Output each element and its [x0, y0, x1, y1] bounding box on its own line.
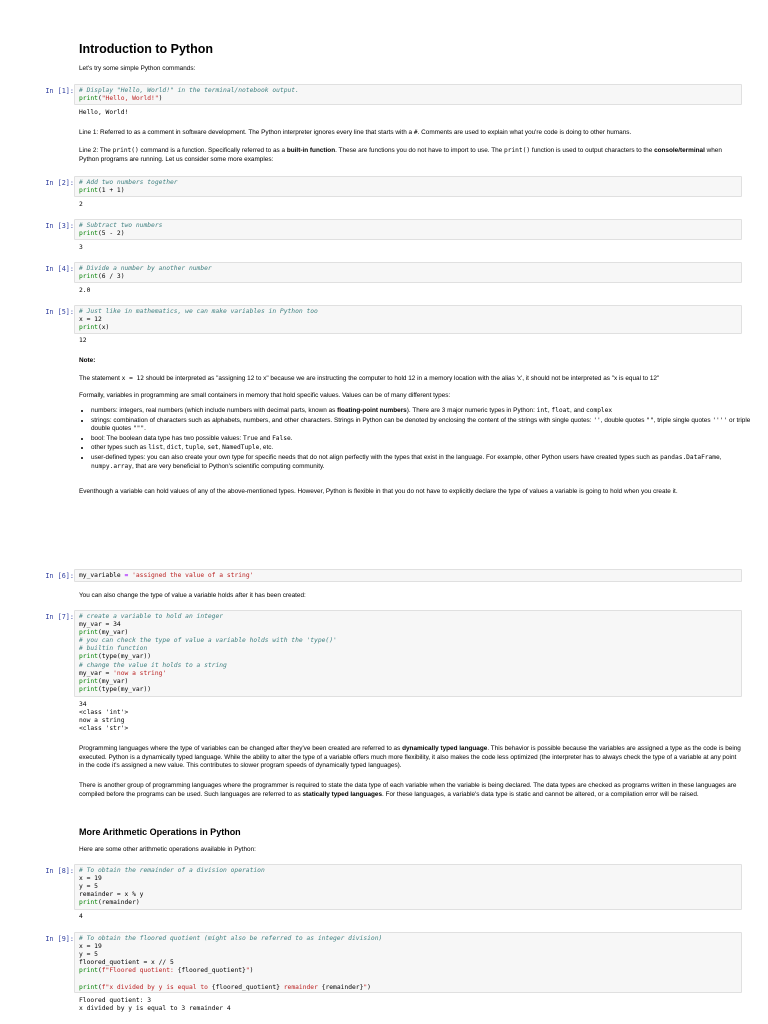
cell-output: 2.0	[79, 287, 91, 294]
markdown-dynamic: Programming languages where the type of variables can be changed after they've been created are referred to as dynamically typed language. This behavior is possible because the variables are assigned a type as the code is being executed. Python is a dynamically typed language. While the ability to alter the type of a variable offers much more flexibility, it also makes the code less optimized (the interpreter has to always check the type of a variable at any point in the code it's assigned a new value. This contributes to slower program speeds of dynamically typed languages).	[79, 745, 741, 770]
markdown-statement: The statement x = 12 should be interpreted as "assigning 12 to x" because we are instructing the computer to hold 12 in a memory location with the alias 'x', it should not be interpreted as "x is equal to 12"	[79, 375, 660, 382]
cell-prompt: In [8]:	[45, 867, 74, 875]
code-cell[interactable]: my_variable = 'assigned the value of a string'	[74, 569, 742, 582]
intro-text: Let's try some simple Python commands:	[79, 65, 196, 72]
note-heading: Note:	[79, 357, 96, 364]
code-comment: # Display "Hello, World!" in the terminal/notebook output.	[79, 87, 299, 94]
types-list	[79, 407, 753, 472]
list-item: • strings: combination of characters such as alphabets, numbers, and other characters. Strings in Python can be denoted by enclosing the content of the strings with single quotes: '', double quotes "", triple single quotes '''' or triple double quotes """.	[91, 417, 753, 434]
list-item: • bool: The boolean data type has two possible values: True and False.	[91, 435, 753, 444]
cell-prompt: In [2]:	[45, 179, 74, 187]
markdown-eventhough: Eventhough a variable can hold values of any of the above-mentioned types. However, Python is flexible in that you do not have to explicitly declare the type of values a variable is going to hold when you create it.	[79, 488, 678, 495]
cell-prompt: In [1]:	[45, 87, 74, 95]
code-cell[interactable]: # To obtain the floored quotient (might also be referred to as integer division) x = 19 y = 5 floored_quotient = x // 5 print(f"Floored quotient: {floored_quotient}") print(f"x divided by y is equal to {floored_quotient} remainder {remainder}")	[74, 932, 742, 993]
cell-prompt: In [5]:	[45, 308, 74, 316]
markdown-change: You can also change the type of value a variable holds after it has been created:	[79, 592, 306, 599]
markdown-static: There is another group of programming languages where the programmer is required to state the data type of each variable when the variable is being declared. The data types are checked as programs written in these languages are compiled before the programs can be used. Such languages are referred to as statically typed languages. For these languages, a variable's data type is static and cannot be altered, or a compilation error will be raised.	[79, 782, 737, 798]
code-cell[interactable]: # Divide a number by another number print(6 / 3)	[74, 262, 742, 283]
code-cell[interactable]: # To obtain the remainder of a division operation x = 19 y = 5 remainder = x % y print(remainder)	[74, 864, 742, 910]
cell-output: Floored quotient: 3 x divided by y is equal to 3 remainder 4	[79, 997, 231, 1013]
code-cell[interactable]: # Just like in mathematics, we can make variables in Python too x = 12 print(x)	[74, 305, 742, 334]
cell-output: 34 <class 'int'> now a string <class 'str'>	[79, 701, 129, 733]
cell-prompt: In [9]:	[45, 935, 74, 943]
markdown-line1: Line 1: Referred to as a comment in software development. The Python interpreter ignores every line that starts with a #. Comments are used to explain what you're code is doing to other humans.	[79, 129, 632, 136]
cell-output: 12	[79, 337, 87, 344]
code-line: print("Hello, World!")	[79, 95, 163, 103]
code-cell[interactable]: # Subtract two numbers print(5 - 2)	[74, 219, 742, 240]
code-cell[interactable]: # create a variable to hold an integer my_var = 34 print(my_var) # you can check the type of value a variable holds with the 'type()' # builtin function print(type(my_var)) # change the value it holds to a string my_var = 'now a string' print(my_var) print(type(my_var))	[74, 610, 742, 697]
cell-prompt: In [7]:	[45, 613, 74, 621]
page-title: Introduction to Python	[79, 42, 214, 56]
cell-prompt: In [3]:	[45, 222, 74, 230]
code-cell[interactable]: # Add two numbers together print(1 + 1)	[74, 176, 742, 197]
section-heading: More Arithmetic Operations in Python	[79, 827, 241, 837]
cell-output: Hello, World!	[79, 109, 129, 116]
cell-prompt: In [6]:	[45, 572, 74, 580]
list-item: • user-defined types: you can also create your own type for specific needs that do not align perfectly with the types that exist in the language. For example, other Python users have created types such as pandas.DataFrame, numpy.array, that are very beneficial to Python's scientific computing community.	[91, 454, 753, 471]
list-item: • numbers: integers, real numbers (which include numbers with decimal parts, known as floating-point numbers). There are 3 major numeric types in Python: int, float, and complex	[91, 407, 753, 416]
cell-output: 3	[79, 244, 83, 251]
markdown-line2: Line 2: The print() command is a function. Specifically referred to as a built-in function. These are functions you do not have to import to use. The print() function is used to output characters to the console/terminal when Python programs are running. Let us consider some more examples:	[79, 147, 722, 163]
list-item: • other types such as list, dict, tuple, set, NamedTuple, etc.	[91, 444, 753, 453]
code-cell[interactable]	[74, 84, 742, 105]
cell-prompt: In [4]:	[45, 265, 74, 273]
markdown-here: Here are some other arithmetic operations available in Python:	[79, 846, 256, 853]
cell-output: 4	[79, 913, 83, 920]
markdown-formally: Formally, variables in programming are small containers in memory that hold specific values. Values can be of many different types:	[79, 392, 451, 399]
cell-output: 2	[79, 201, 83, 208]
